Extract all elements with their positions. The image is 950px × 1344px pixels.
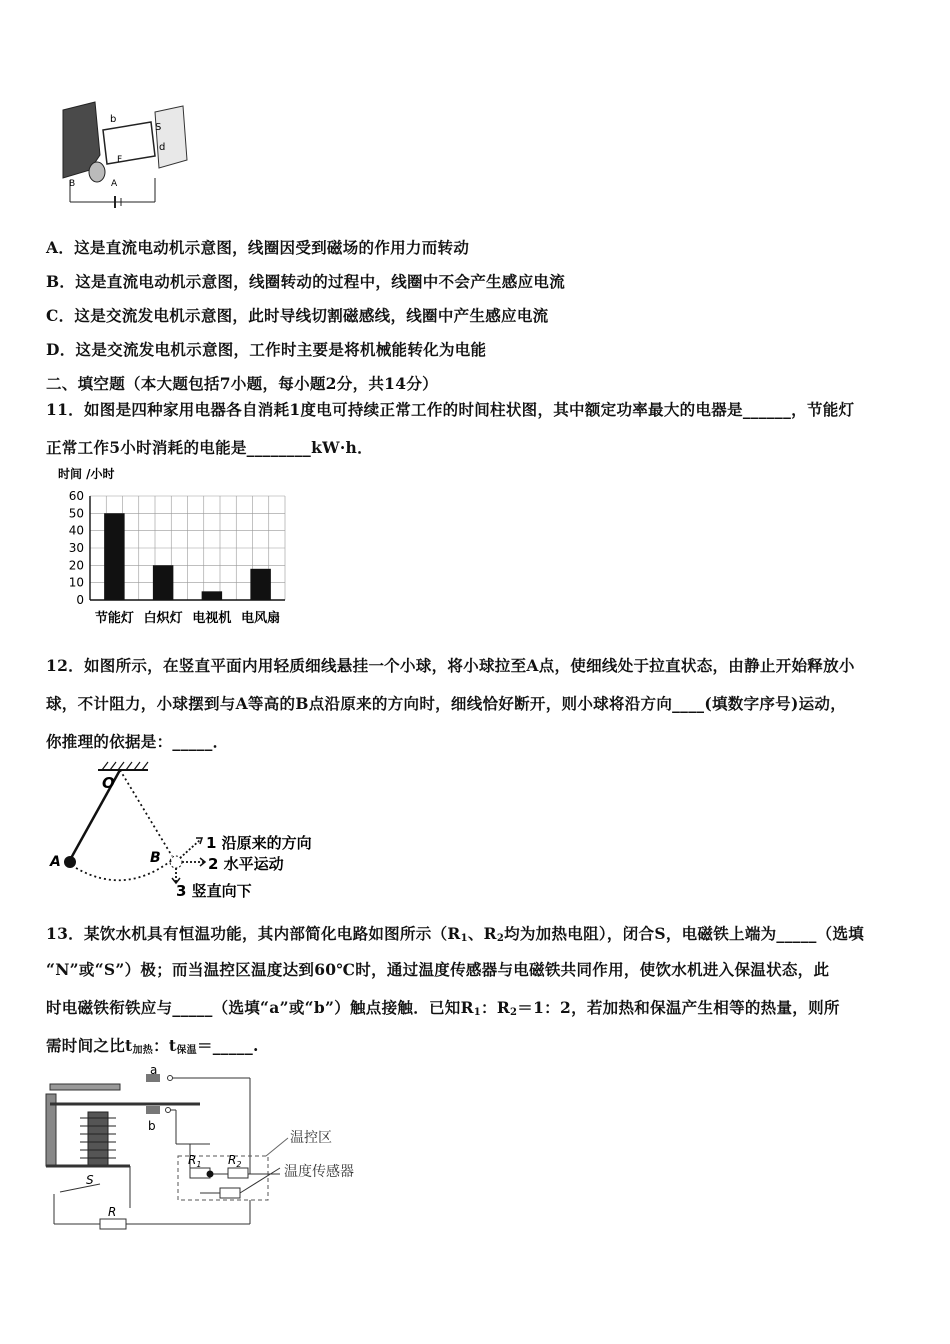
resistor-r: R — [108, 1205, 117, 1219]
q12-line3: 你推理的依据是：_____． — [46, 732, 229, 751]
label-o: O — [102, 774, 115, 792]
q13-line1: 13．某饮水机具有恒温功能，其内部简化电路如图所示（$R_1$、$R_2$均为加热电阻），闭合S，电磁铁上端为_____（选填 — [46, 924, 865, 944]
motor-label-a: A — [111, 179, 118, 189]
q11-line2: 正常工作5小时消耗的电能是________kW·h． — [46, 438, 373, 457]
y-tick-label: 60 — [68, 489, 84, 503]
circuit-figure — [40, 1064, 380, 1234]
bar-3 — [250, 569, 270, 600]
pendulum-figure — [40, 758, 360, 908]
contact-a: a — [150, 1064, 158, 1077]
y-tick-label: 50 — [68, 506, 84, 521]
temp-zone-label: 温控区 — [290, 1130, 332, 1146]
q10-option-c: C．这是交流发电机示意图，此时导线切割磁感线，线圈中产生感应电流 — [46, 306, 549, 325]
q13-line2: “N”或“S”）极；而当温控区温度达到60℃时，通过温度传感器与电磁铁共同作用，使饮水机进入保温状态，此 — [46, 960, 830, 979]
direction-3: 3 竖直向下 — [176, 882, 252, 900]
motor-label-b: b — [110, 114, 117, 125]
section-title: 二、填空题（本大题包括7小题，每小题2分，共14分） — [46, 374, 438, 393]
direction-1: 1 沿原来的方向 — [206, 834, 312, 852]
motor-label-f: F — [117, 155, 123, 165]
bar-1 — [153, 565, 173, 600]
x-category-label: 白炽灯 — [143, 611, 183, 626]
q12-line1: 12．如图所示，在竖直平面内用轻质细线悬挂一个小球，将小球拉至A点，使细线处于拉直状态，由静止开始释放小 — [46, 656, 855, 675]
label-a: A — [50, 854, 61, 870]
motor-label-d: d — [159, 142, 166, 153]
y-tick-label: 20 — [68, 558, 84, 573]
y-tick-label: 10 — [68, 575, 84, 590]
motor-label-b2: B — [69, 179, 76, 189]
x-category-label: 电视机 — [192, 611, 232, 626]
resistor-r2: $R_2$ — [228, 1153, 242, 1169]
chart-ylabel: 时间 /小时 — [58, 467, 115, 481]
q13-line4: 需时间之比$t_{加热}$：$t_{保温}=\_\_\_\_\_$. — [46, 1036, 259, 1056]
y-tick-label: 40 — [68, 523, 84, 538]
q10-option-d: D．这是交流发电机示意图，工作时主要是将机械能转化为电能 — [46, 340, 487, 359]
switch-s: S — [86, 1173, 94, 1187]
q13-line3: 时电磁铁衔铁应与_____（选填“a”或“b”）触点接触．已知$R_1$：$R_2=1$：2，若加热和保温产生相等的热量，则所 — [46, 998, 840, 1018]
bar-chart — [50, 462, 300, 632]
bar-2 — [202, 591, 222, 600]
y-tick-label: 0 — [76, 593, 84, 607]
resistor-r1: $R_1$ — [188, 1153, 202, 1169]
q10-option-a: A．这是直流电动机示意图，线圈因受到磁场的作用力而转动 — [46, 238, 470, 257]
contact-b: b — [148, 1119, 156, 1133]
label-b: B — [150, 850, 161, 866]
q10-option-b: B．这是直流电动机示意图，线圈转动的过程中，线圈中不会产生感应电流 — [46, 272, 566, 291]
direction-2: 2 水平运动 — [208, 855, 284, 873]
x-category-label: 节能灯 — [94, 611, 134, 626]
q12-line2: 球，不计阻力，小球摆到与A等高的B点沿原来的方向时，细线恰好断开，则小球将沿方向____(填数字序号)运动， — [46, 694, 846, 713]
bar-0 — [104, 513, 124, 600]
temp-sensor-label: 温度传感器 — [284, 1164, 354, 1180]
motor-figure — [55, 100, 200, 215]
y-tick-label: 30 — [68, 541, 84, 555]
q11-line1: 11．如图是四种家用电器各自消耗1度电可持续正常工作的时间柱状图，其中额定功率最大的电器是______，节能灯 — [46, 400, 855, 419]
x-category-label: 电风扇 — [241, 611, 281, 626]
motor-label-s: S — [155, 122, 162, 133]
